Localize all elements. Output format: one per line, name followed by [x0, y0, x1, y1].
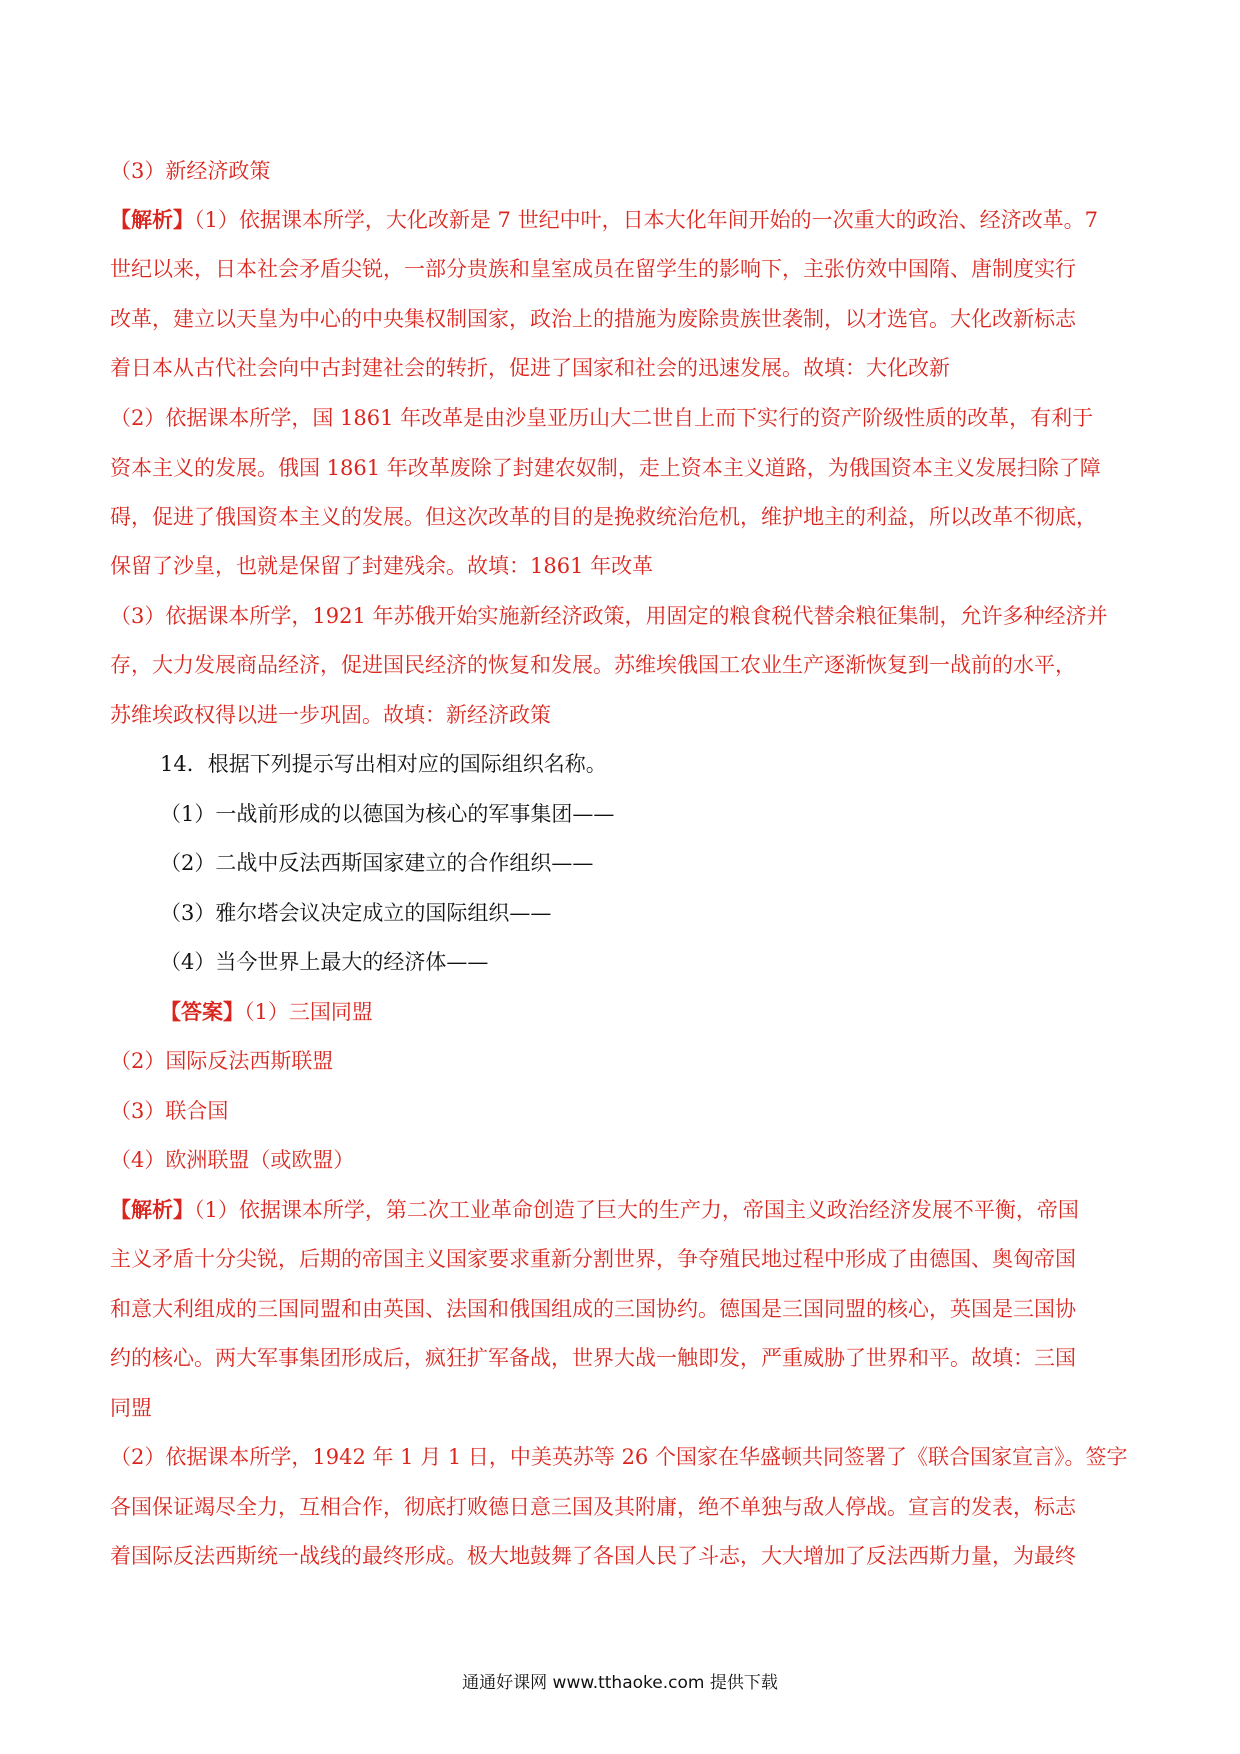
answer-line: （3）联合国	[110, 1099, 229, 1123]
analysis-line: （2）依据课本所学，国 1861 年改革是由沙皇亚历山大二世自上而下实行的资产阶级性质的改革，有利于	[110, 406, 1094, 430]
analysis-line: 碍，促进了俄国资本主义的发展。但这次改革的目的是挽救统治危机，维护地主的利益，所以改革不彻底，	[110, 505, 1097, 529]
answer-line: （4）欧洲联盟（或欧盟）	[110, 1148, 355, 1172]
analysis-line: 着国际反法西斯统一战线的最终形成。极大地鼓舞了各国人民了斗志，大大增加了反法西斯力量，为最终	[110, 1544, 1076, 1568]
analysis-line: 存，大力发展商品经济，促进国民经济的恢复和发展。苏维埃俄国工农业生产逐渐恢复到一战前的水平，	[110, 653, 1076, 677]
analysis-line	[110, 206, 1098, 234]
analysis-text: （1）依据课本所学，大化改新是 7 世纪中叶，日本大化年间开始的一次重大的政治、经济改革。7	[194, 208, 1098, 232]
answer-text: （1）三国同盟	[244, 1000, 373, 1024]
answer-line: （3）新经济政策	[110, 159, 271, 183]
analysis-line: （3）依据课本所学，1921 年苏俄开始实施新经济政策，用固定的粮食税代替余粮征集制，允许多种经济并	[110, 604, 1108, 628]
analysis-line	[110, 1196, 1079, 1224]
analysis-tag: 【解析】	[110, 207, 194, 232]
analysis-line: 主义矛盾十分尖锐，后期的帝国主义国家要求重新分割世界，争夺殖民地过程中形成了由德国、奥匈帝国	[110, 1247, 1076, 1271]
analysis-line: 约的核心。两大军事集团形成后，疯狂扩军备战，世界大战一触即发，严重威胁了世界和平。故填：三国	[110, 1346, 1076, 1370]
answer-line	[160, 998, 373, 1026]
answer-tag: 【答案】	[160, 999, 244, 1024]
question-item: （3）雅尔塔会议决定成立的国际组织——	[160, 901, 552, 925]
analysis-line: 苏维埃政权得以进一步巩固。故填：新经济政策	[110, 703, 551, 727]
analysis-line: 和意大利组成的三国同盟和由英国、法国和俄国组成的三国协约。德国是三国同盟的核心，英国是三国协	[110, 1297, 1076, 1321]
analysis-line: 资本主义的发展。俄国 1861 年改革废除了封建农奴制，走上资本主义道路，为俄国资本主义发展扫除了障	[110, 456, 1101, 480]
page-footer: 通通好课网 www.tthaoke.com 提供下载	[462, 1673, 778, 1693]
analysis-tag: 【解析】	[110, 1197, 194, 1222]
analysis-text: （1）依据课本所学，第二次工业革命创造了巨大的生产力，帝国主义政治经济发展不平衡，帝国	[194, 1198, 1079, 1222]
answer-line: （2）国际反法西斯联盟	[110, 1049, 334, 1073]
question-item: （1）一战前形成的以德国为核心的军事集团——	[160, 802, 615, 826]
analysis-line: 同盟	[110, 1396, 152, 1420]
question-stem: 14．根据下列提示写出相对应的国际组织名称。	[160, 752, 607, 776]
analysis-line: 各国保证竭尽全力，互相合作，彻底打败德日意三国及其附庸，绝不单独与敌人停战。宣言的发表，标志	[110, 1495, 1076, 1519]
analysis-line: 世纪以来，日本社会矛盾尖锐，一部分贵族和皇室成员在留学生的影响下，主张仿效中国隋、唐制度实行	[110, 257, 1076, 281]
question-item: （4）当今世界上最大的经济体——	[160, 950, 489, 974]
analysis-line: （2）依据课本所学，1942 年 1 月 1 日，中美英苏等 26 个国家在华盛顿共同签署了《联合国家宣言》。签字	[110, 1445, 1128, 1469]
analysis-line: 保留了沙皇，也就是保留了封建残余。故填：1861 年改革	[110, 554, 654, 578]
question-item: （2）二战中反法西斯国家建立的合作组织——	[160, 851, 594, 875]
analysis-line: 着日本从古代社会向中古封建社会的转折，促进了国家和社会的迅速发展。故填：大化改新	[110, 356, 950, 380]
analysis-line: 改革，建立以天皇为中心的中央集权制国家，政治上的措施为废除贵族世袭制，以才选官。大化改新标志	[110, 307, 1076, 331]
